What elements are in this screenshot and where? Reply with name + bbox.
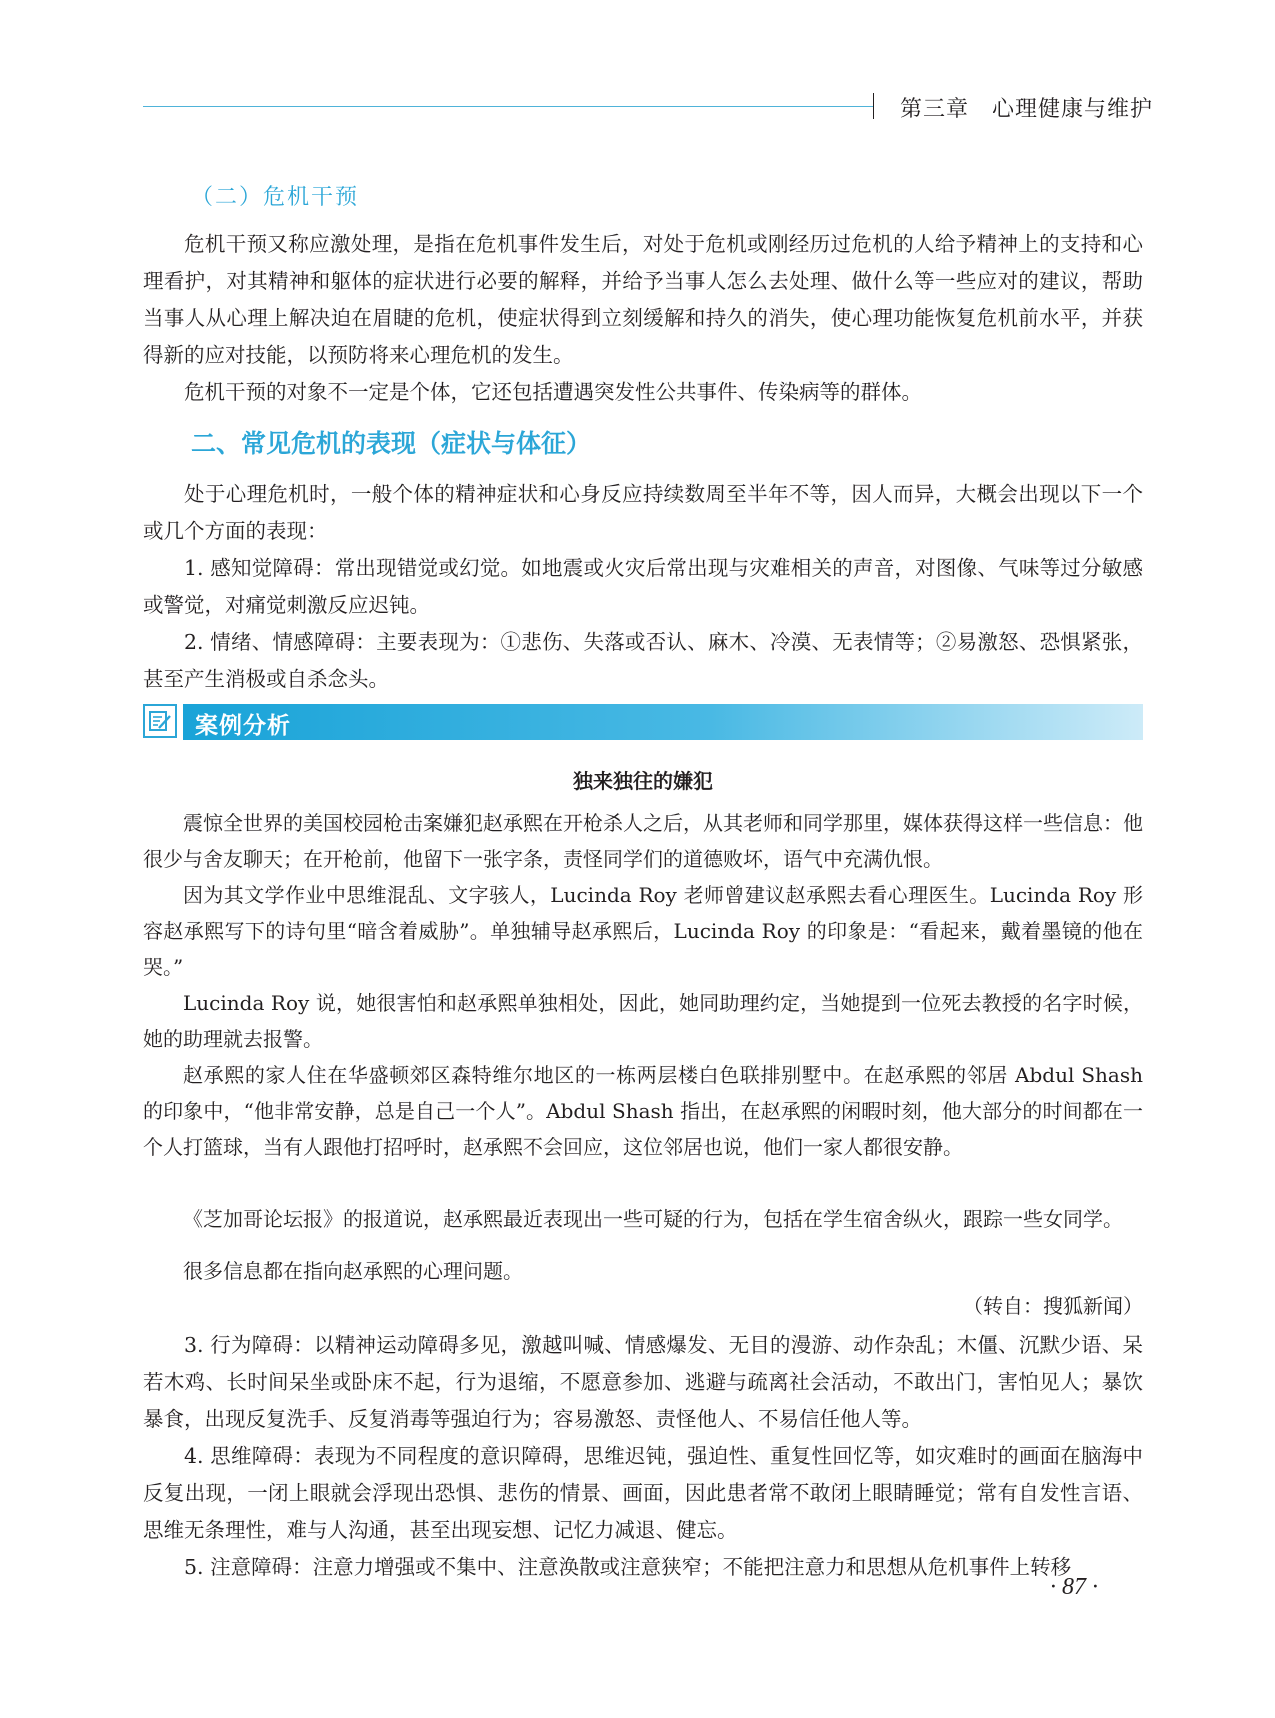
list-item: 5. 注意障碍：注意力增强或不集中、注意涣散或注意狭窄；不能把注意力和思想从危机事件上转移	[184, 1555, 1072, 1579]
subsection-title: （二）危机干预	[191, 185, 360, 210]
notepad-pencil-icon	[143, 704, 177, 738]
case-paragraph: 震惊全世界的美国校园枪击案嫌犯赵承熙在开枪杀人之后，从其老师和同学那里，媒体获得这样一些信息：他很少与舍友聊天；在开枪前，他留下一张字条，责怪同学们的道德败坏，语气中充满仇恨。	[143, 811, 1143, 871]
list-item: 1. 感知觉障碍：常出现错觉或幻觉。如地震或火灾后常出现与灾难相关的声音，对图像、气味等过分敏感或警觉，对痛觉刺激反应迟钝。	[143, 556, 1143, 617]
paragraph: 危机干预又称应激处理，是指在危机事件发生后，对处于危机或刚经历过危机的人给予精神上的支持和心理看护，对其精神和躯体的症状进行必要的解释，并给予当事人怎么去处理、做什么等一些应对的建议，帮助当事人从心理上解决迫在眉睫的危机，使症状得到立刻缓解和持久的消失，使心理功能恢复危机前水平，并获得新的应对技能，以预防将来心理危机的发生。	[143, 232, 1143, 367]
case-source: （转自：搜狐新闻）	[963, 1294, 1143, 1318]
case-paragraph: 赵承熙的家人住在华盛顿郊区森特维尔地区的一栋两层楼白色联排别墅中。在赵承熙的邻居 Abdul Shash 的印象中，“他非常安静，总是自己一个人”。Abdul Shash 指出，在赵承熙的闲暇时刻，他大部分的时间都在一个人打篮球，当有人跟他打招呼时，赵承熙不会回应，这位邻居也说，他们一家人都很安静。	[143, 1063, 1143, 1159]
case-banner-bar	[183, 704, 1143, 740]
header-rule	[143, 106, 873, 107]
paragraph: 处于心理危机时，一般个体的精神症状和心身反应持续数周至半年不等，因人而异，大概会出现以下一个或几个方面的表现：	[143, 482, 1143, 543]
header-separator	[873, 93, 874, 119]
section-title: 二、常见危机的表现（症状与体征）	[191, 429, 592, 458]
case-paragraph: 因为其文学作业中思维混乱、文字骇人，Lucinda Roy 老师曾建议赵承熙去看心理医生。Lucinda Roy 形容赵承熙写下的诗句里“暗含着威胁”。单独辅导赵承熙后，Lucinda Roy 的印象是：“看起来，戴着墨镜的他在哭。”	[143, 883, 1143, 979]
case-paragraph: Lucinda Roy 说，她很害怕和赵承熙单独相处，因此，她同助理约定，当她提到一位死去教授的名字时候，她的助理就去报警。	[143, 991, 1143, 1051]
case-paragraph: 很多信息都在指向赵承熙的心理问题。	[183, 1259, 523, 1283]
list-item: 2. 情绪、情感障碍：主要表现为：①悲伤、失落或否认、麻木、冷漠、无表情等；②易激怒、恐惧紧张，甚至产生消极或自杀念头。	[143, 630, 1143, 691]
case-banner-label: 案例分析	[195, 713, 291, 739]
list-item: 4. 思维障碍：表现为不同程度的意识障碍，思维迟钝，强迫性、重复性回忆等，如灾难时的画面在脑海中反复出现，一闭上眼就会浮现出恐惧、悲伤的情景、画面，因此患者常不敢闭上眼睛睡觉；常有自发性言语、思维无条理性，难与人沟通，甚至出现妄想、记忆力减退、健忘。	[143, 1444, 1143, 1542]
case-title: 独来独往的嫌犯	[573, 769, 713, 793]
paragraph: 危机干预的对象不一定是个体，它还包括遭遇突发性公共事件、传染病等的群体。	[184, 380, 922, 404]
case-banner	[143, 704, 1143, 740]
page-number: · 87 ·	[1050, 1574, 1098, 1600]
list-item: 3. 行为障碍：以精神运动障碍多见，激越叫喊、情感爆发、无目的漫游、动作杂乱；木僵、沉默少语、呆若木鸡、长时间呆坐或卧床不起，行为退缩，不愿意参加、逃避与疏离社会活动，不敢出门，害怕见人；暴饮暴食，出现反复洗手、反复消毒等强迫行为；容易激怒、责怪他人、不易信任他人等。	[143, 1333, 1143, 1431]
case-paragraph: 《芝加哥论坛报》的报道说，赵承熙最近表现出一些可疑的行为，包括在学生宿舍纵火，跟踪一些女同学。	[183, 1207, 1123, 1231]
chapter-title: 第三章 心理健康与维护	[900, 97, 1154, 122]
